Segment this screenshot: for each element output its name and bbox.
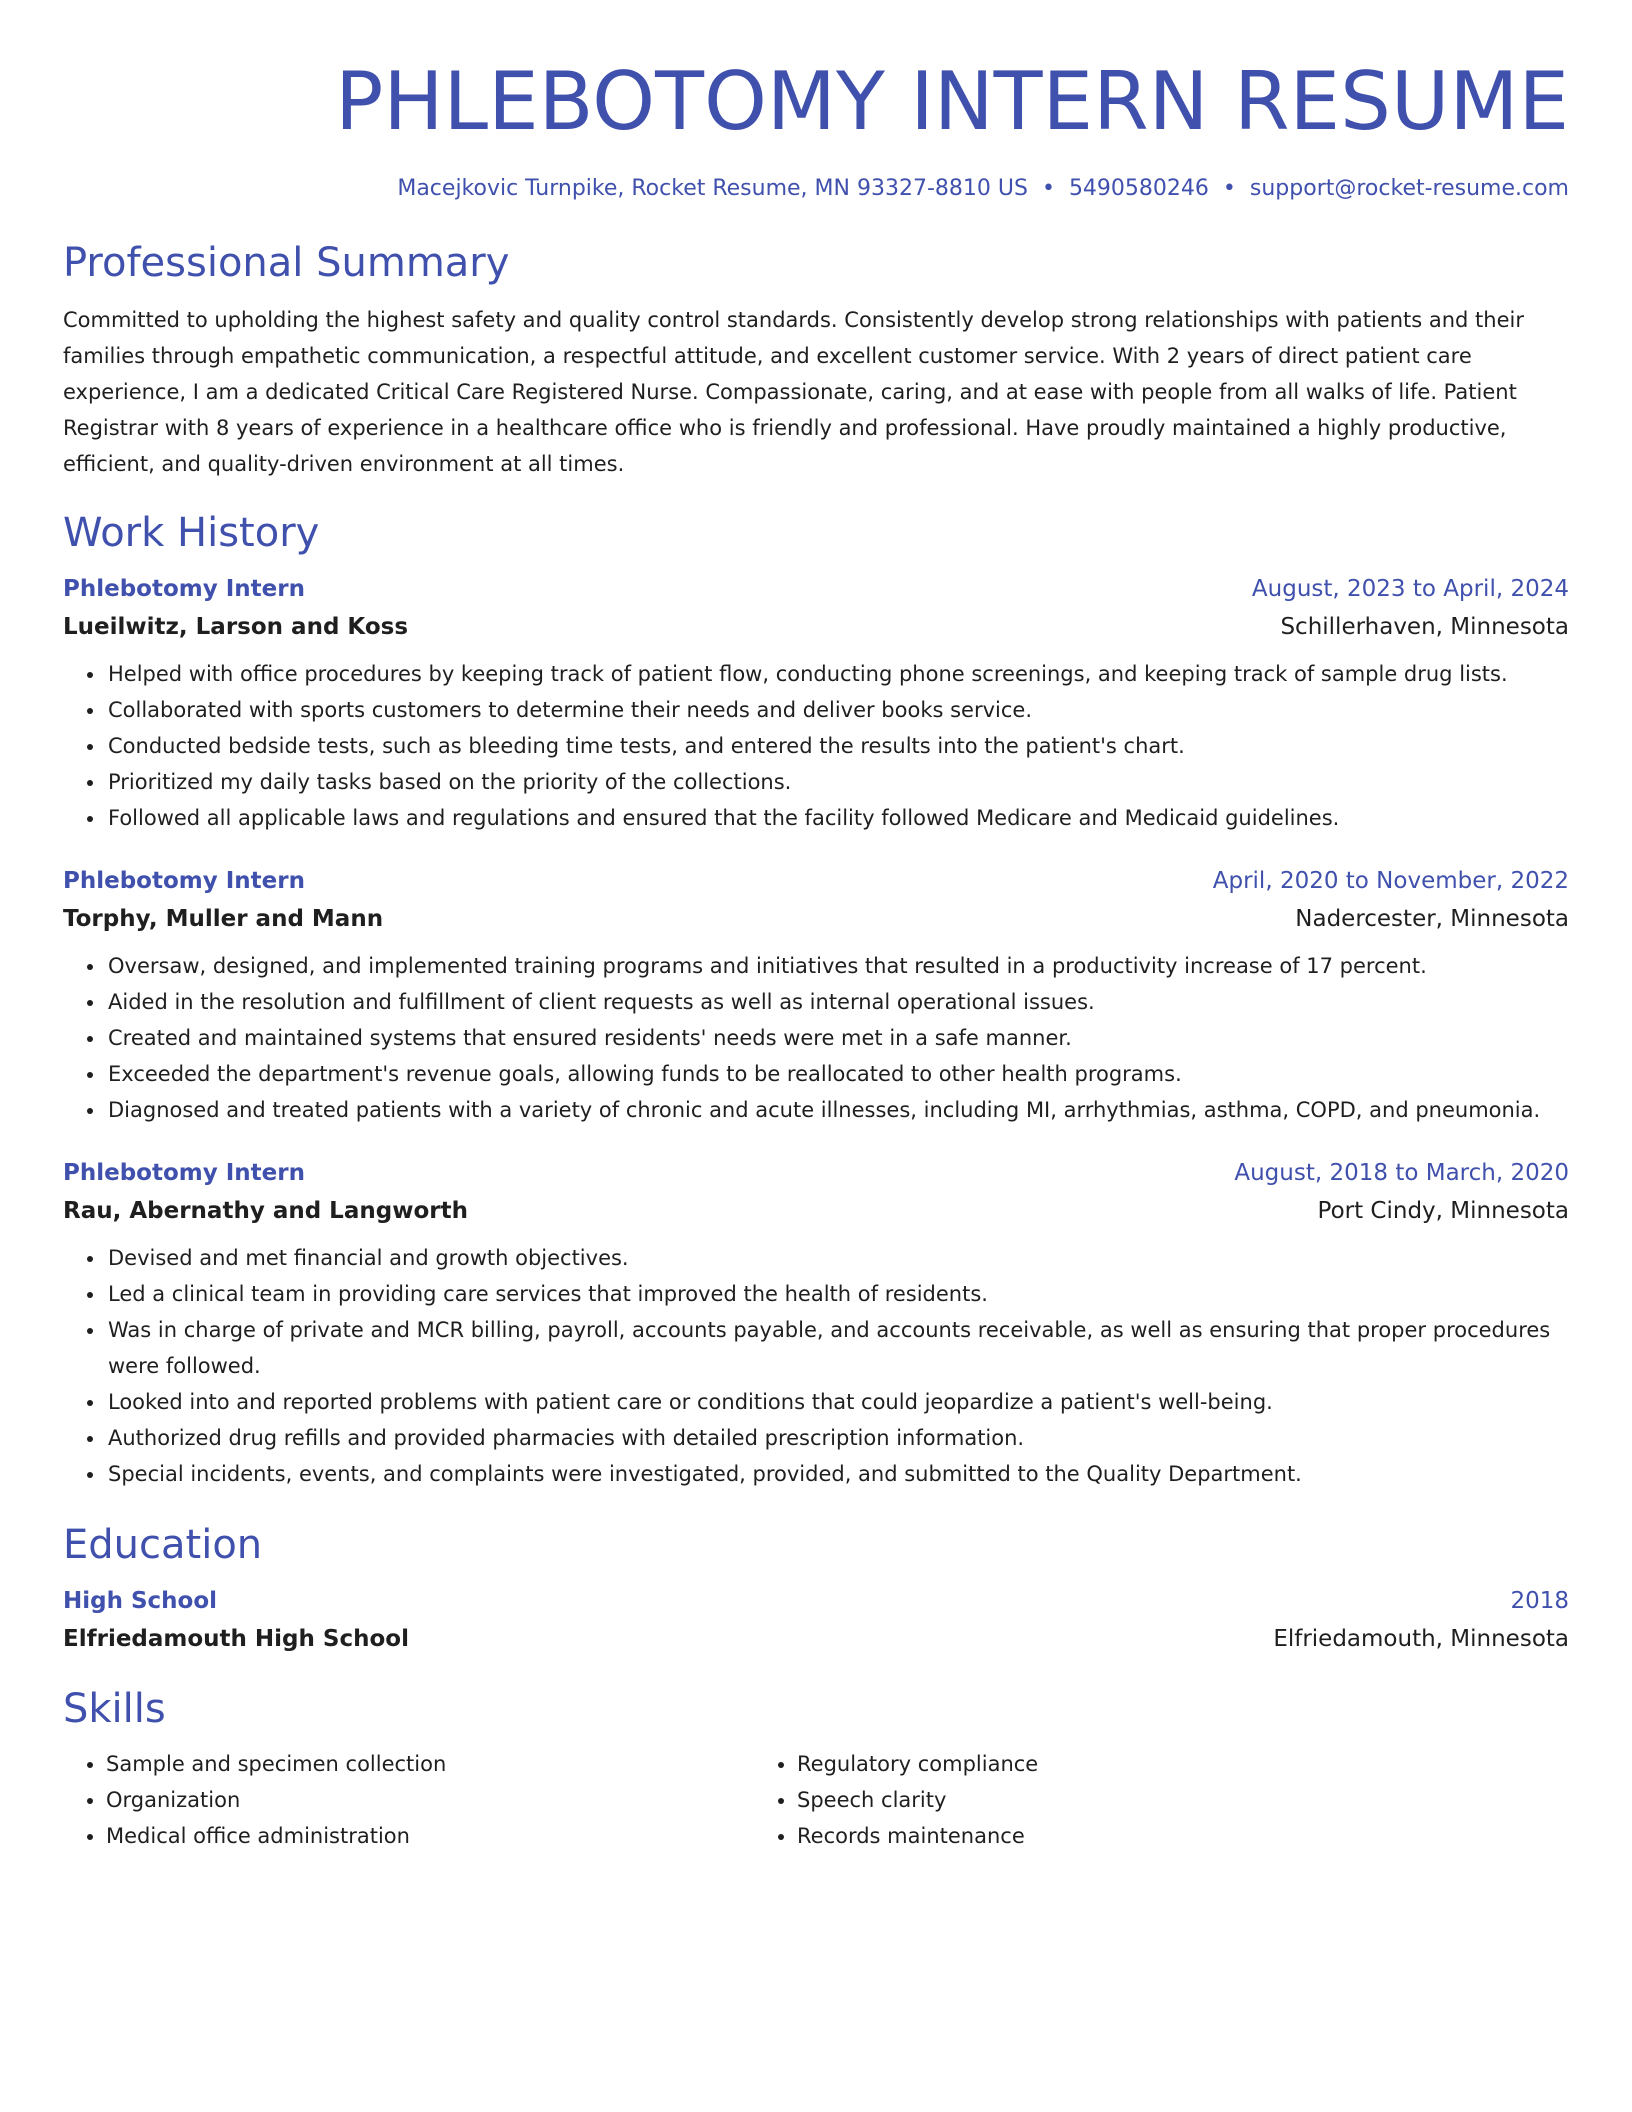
- job-bullet: • Led a clinical team in providing care services that improved the health of residents.: [106, 1276, 1569, 1312]
- skill-item: • Sample and specimen collection: [106, 1746, 754, 1782]
- skill-item: • Organization: [106, 1782, 754, 1818]
- job-title: Phlebotomy Intern: [63, 868, 305, 894]
- job-bullet: • Authorized drug refills and provided pharmacies with detailed prescription information.: [106, 1420, 1569, 1456]
- job-dates: April, 2020 to November, 2022: [1212, 868, 1569, 894]
- job-bullet: • Aided in the resolution and fulfillment of client requests as well as internal operational issues.: [106, 984, 1569, 1020]
- job-bullet: • Created and maintained systems that ensured residents' needs were met in a safe manner.: [106, 1020, 1569, 1056]
- job-location: Nadercester, Minnesota: [1295, 906, 1569, 932]
- job-bullet: • Devised and met financial and growth objectives.: [106, 1240, 1569, 1276]
- job-bullet: • Diagnosed and treated patients with a variety of chronic and acute illnesses, including MI, arrhythmias, asthma, COPD, and pneumonia.: [106, 1092, 1569, 1128]
- job-entry: [63, 570, 1569, 836]
- job-dates: August, 2018 to March, 2020: [1234, 1160, 1569, 1186]
- education-degree: High School: [63, 1588, 218, 1614]
- summary-heading: Professional Summary: [63, 240, 510, 286]
- education-entry: [63, 1582, 1569, 1658]
- job-title: Phlebotomy Intern: [63, 576, 305, 602]
- job-bullet: • Prioritized my daily tasks based on the priority of the collections.: [106, 764, 1569, 800]
- skill-item: • Records maintenance: [797, 1818, 1445, 1854]
- job-bullet: • Special incidents, events, and complaints were investigated, provided, and submitted to the Quality Department.: [106, 1456, 1569, 1492]
- contact-phone: 5490580246: [1068, 176, 1209, 201]
- education-year: 2018: [1510, 1588, 1569, 1614]
- education-heading: Education: [63, 1522, 263, 1568]
- contact-email: support@rocket-resume.com: [1249, 176, 1569, 201]
- contact-separator: •: [1222, 176, 1236, 201]
- job-title: Phlebotomy Intern: [63, 1160, 305, 1186]
- education-location: Elfriedamouth, Minnesota: [1273, 1626, 1569, 1652]
- job-company: Rau, Abernathy and Langworth: [63, 1198, 468, 1224]
- resume-title: PHLEBOTOMY INTERN RESUME: [335, 55, 1569, 148]
- job-bullets: [63, 656, 1569, 836]
- job-company: Torphy, Muller and Mann: [63, 906, 384, 932]
- job-location: Schillerhaven, Minnesota: [1280, 614, 1569, 640]
- job-company: Lueilwitz, Larson and Koss: [63, 614, 409, 640]
- education-school: Elfriedamouth High School: [63, 1626, 409, 1652]
- skill-item: • Speech clarity: [797, 1782, 1445, 1818]
- job-bullet: • Helped with office procedures by keeping track of patient flow, conducting phone screenings, and keeping track of sample drug lists.: [106, 656, 1569, 692]
- job-entry: [63, 862, 1569, 1128]
- job-bullet: • Conducted bedside tests, such as bleeding time tests, and entered the results into the patient's chart.: [106, 728, 1569, 764]
- job-entry: [63, 1154, 1569, 1492]
- contact-address: Macejkovic Turnpike, Rocket Resume, MN 93327-8810 US: [397, 176, 1028, 201]
- contact-separator: •: [1041, 176, 1055, 201]
- job-bullet: • Was in charge of private and MCR billing, payroll, accounts payable, and accounts receivable, as well as ensuring that proper procedures were followed.: [106, 1312, 1569, 1384]
- skill-item: • Medical office administration: [106, 1818, 754, 1854]
- job-bullets: [63, 948, 1569, 1128]
- job-bullet: • Followed all applicable laws and regulations and ensured that the facility followed Medicare and Medicaid guidelines.: [106, 800, 1569, 836]
- job-bullet: • Looked into and reported problems with patient care or conditions that could jeopardize a patient's well-being.: [106, 1384, 1569, 1420]
- job-bullet: • Oversaw, designed, and implemented training programs and initiatives that resulted in a productivity increase of 17 percent.: [106, 948, 1569, 984]
- work-history-heading: Work History: [63, 510, 320, 556]
- job-bullets: [63, 1240, 1569, 1492]
- skills-heading: Skills: [63, 1686, 166, 1732]
- job-dates: August, 2023 to April, 2024: [1251, 576, 1569, 602]
- skills-column-left: [63, 1746, 754, 1854]
- contact-line: [63, 172, 1569, 206]
- summary-text: Committed to upholding the highest safety and quality control standards. Consistently develop strong relationships with patients and their families through empathetic communication, a respectful attitude, and excellent customer service. With 2 years of direct patient care experience, I am a dedicated Critical Care Registered Nurse. Compassionate, caring, and at ease with people from all walks of life. Patient Registrar with 8 years of experience in a healthcare office who is friendly and professional. Have proudly maintained a highly productive, efficient, and quality-driven environment at all times.: [63, 308, 1524, 476]
- skill-item: • Regulatory compliance: [797, 1746, 1445, 1782]
- skills-list: [63, 1746, 1569, 1854]
- job-bullet: • Exceeded the department's revenue goals, allowing funds to be reallocated to other health programs.: [106, 1056, 1569, 1092]
- job-location: Port Cindy, Minnesota: [1317, 1198, 1569, 1224]
- job-bullet: • Collaborated with sports customers to determine their needs and deliver books service.: [106, 692, 1569, 728]
- skills-column-right: [754, 1746, 1445, 1854]
